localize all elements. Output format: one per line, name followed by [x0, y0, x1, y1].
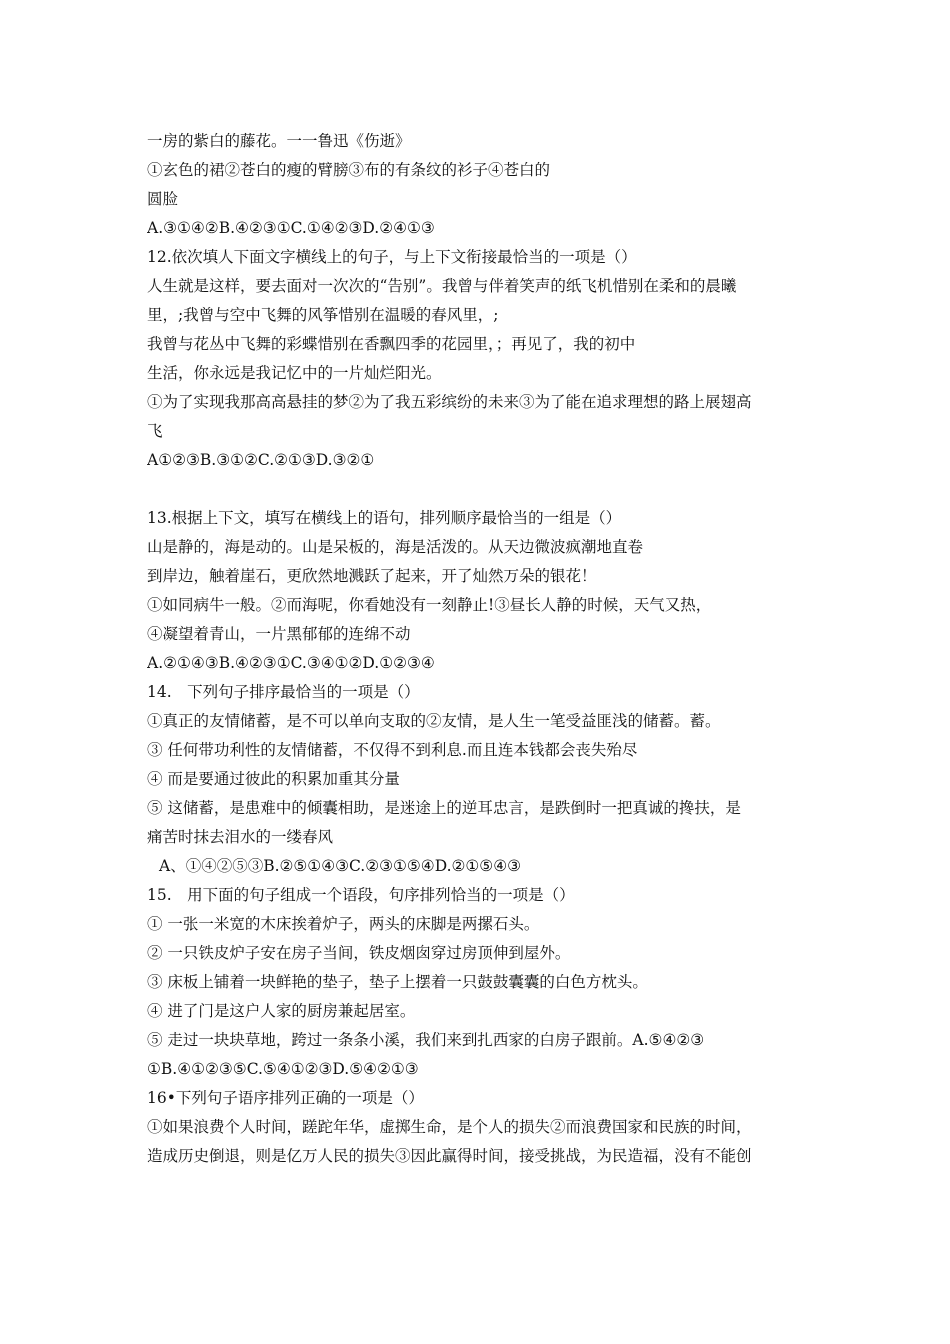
- text-line: 山是静的，海是动的。山是呆板的，海是活泼的。从天边微波疯潮地直卷: [147, 538, 644, 556]
- question-14: 14. 下列句子排序最恰当的一项是（）: [147, 683, 420, 701]
- text-line: ①为了实现我那高高悬挂的梦②为了我五彩缤纷的未来③为了能在追求理想的路上展翅高: [147, 393, 752, 411]
- text-line: ①如果浪费个人时间，蹉跎年华，虚掷生命，是个人的损失②而浪费国家和民族的时间，: [147, 1118, 752, 1136]
- text-line: 圆脸: [147, 190, 179, 208]
- text-line: ③ 任何带功利性的友情储蓄，不仅得不到利息.而且连本钱都会丧失殆尽: [147, 741, 638, 759]
- text-line: 人生就是这样，要去面对一次次的“告别”。我曾与伴着笑声的纸飞机惜别在柔和的晨曦: [147, 277, 737, 295]
- text-line: ③ 床板上铺着一块鲜艳的垫子，垫子上摆着一只鼓鼓囊囊的白色方枕头。: [147, 973, 648, 991]
- answer-options: A、①④②⑤③B.②⑤①④③C.②③①⑤④D.②①⑤④③: [159, 857, 521, 875]
- text-line: 生活，你永远是我记忆中的一片灿烂阳光。: [147, 364, 442, 382]
- text-line: 造成历史倒退，则是亿万人民的损失③因此赢得时间，接受挑战，为民造福，没有不能创: [147, 1147, 752, 1165]
- answer-options: ①B.④①②③⑤C.⑤④①②③D.⑤④②①③: [147, 1060, 419, 1078]
- text-line: 我曾与花丛中飞舞的彩蝶惜别在香飘四季的花园里，；再见了，我的初中: [147, 335, 636, 353]
- text-line: ⑤ 这储蓄，是患难中的倾囊相助，是迷途上的逆耳忠言，是跌倒时一把真诚的搀扶，是: [147, 799, 741, 817]
- answer-options: A.②①④③B.④②③①C.③④①②D.①②③④: [147, 654, 435, 672]
- text-line: ④ 而是要通过彼此的积累加重其分量: [147, 770, 400, 788]
- text-line: 飞: [147, 422, 163, 440]
- blank-line: [147, 475, 827, 504]
- text-line: 到岸边，触着崖石，更欣然地溅跃了起来，开了灿然万朵的银花！: [147, 567, 597, 585]
- question-12: 12.依次填人下面文字横线上的句子，与上下文衔接最恰当的一项是（）: [147, 248, 637, 266]
- question-16: 16•下列句子语序排列正确的一项是（）: [147, 1089, 424, 1107]
- question-13: 13.根据上下文，填写在横线上的语句，排列顺序最恰当的一组是（）: [147, 509, 622, 527]
- answer-options: A.③①④②B.④②③①C.①④②③D.②④①③: [147, 219, 435, 237]
- text-line: 痛苦时抹去泪水的一缕春风: [147, 828, 334, 846]
- text-line: ① 一张一米宽的木床挨着炉子，两头的床脚是两摞石头。: [147, 915, 540, 933]
- text-line: ④ 进了门是这户人家的厨房兼起居室。: [147, 1002, 416, 1020]
- text-line: ①真正的友情储蓄，是不可以单向支取的②友情，是人生一笔受益匪浅的储蓄。蓄。: [147, 712, 721, 730]
- text-line: ⑤ 走过一块块草地，跨过一条条小溪，我们来到扎西家的白房子跟前。A.⑤④②③: [147, 1031, 705, 1049]
- question-15: 15. 用下面的句子组成一个语段，句序排列恰当的一项是（）: [147, 886, 575, 904]
- text-line: ①如同病牛一般。②而海呢，你看她没有一刻静止!③昼长人静的时候，天气又热，: [147, 596, 712, 614]
- answer-options: A①②③B.③①②C.②①③D.③②①: [147, 451, 375, 469]
- text-line: 一房的紫白的藤花。一一鲁迅《伤逝》: [147, 132, 411, 150]
- text-line: ④凝望着青山，一片黑郁郁的连绵不动: [147, 625, 411, 643]
- text-line: 里，;我曾与空中飞舞的风筝惜别在温暖的春风里，;: [147, 306, 499, 324]
- text-line: ② 一只铁皮炉子安在房子当间，铁皮烟囱穿过房顶伸到屋外。: [147, 944, 571, 962]
- document-page: [147, 127, 827, 1171]
- text-line: ①玄色的裙②苍白的瘦的臂膀③布的有条纹的衫子④苍白的: [147, 161, 551, 179]
